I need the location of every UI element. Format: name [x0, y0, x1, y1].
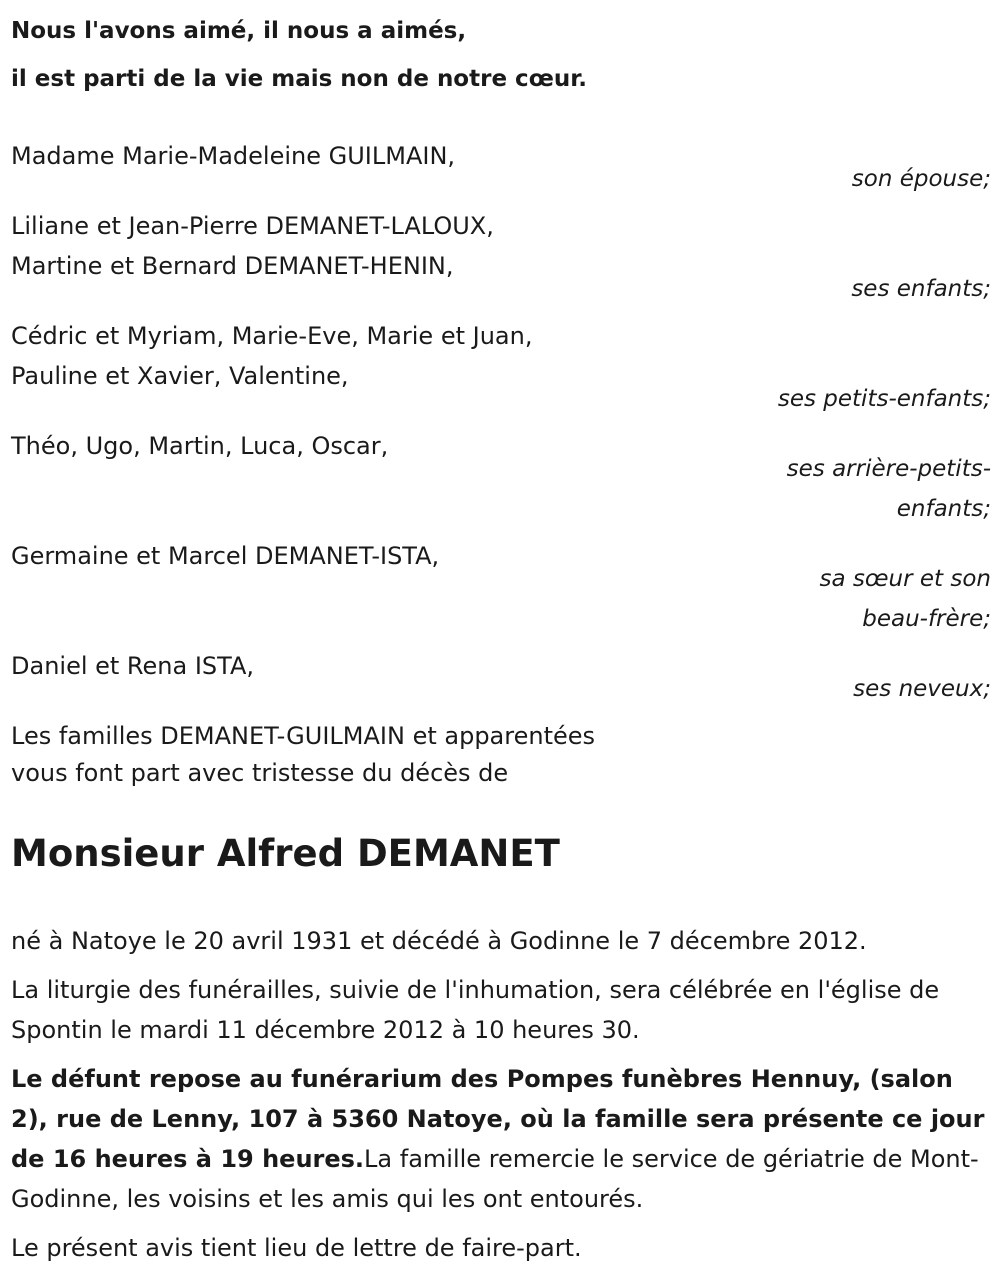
family-names: Liliane et Jean-Pierre DEMANET-LALOUX, — [11, 212, 494, 240]
family-names: Daniel et Rena ISTA, — [11, 652, 254, 680]
funeral-details — [11, 921, 991, 1277]
family-list — [11, 136, 991, 763]
family-role: ses petits-enfants; — [777, 386, 991, 412]
family-group-children — [11, 206, 991, 309]
family-group-nephews — [11, 646, 991, 709]
family-group-relatives — [11, 716, 991, 756]
family-role-line-1: ses arrière-petits- — [786, 456, 991, 482]
family-names: Martine et Bernard DEMANET-HENIN, — [11, 252, 454, 280]
intro-line-1: Nous l'avons aimé, il nous a aimés, — [11, 18, 467, 44]
family-role: son épouse; — [851, 166, 991, 192]
notice-text: Le présent avis tient lieu de lettre de faire-part. — [11, 1234, 582, 1262]
family-role-line-1: sa sœur et son — [819, 566, 991, 592]
thanks-text: La famille remercie le service de gériatrie de Mont-Godinne, les voisins et les amis qui les ont entourés. — [11, 1145, 979, 1213]
family-group-spouse — [11, 136, 991, 199]
family-names: Théo, Ugo, Martin, Luca, Oscar, — [11, 432, 389, 460]
family-role-line-2: enfants; — [896, 496, 991, 522]
family-names: Madame Marie-Madeleine GUILMAIN, — [11, 142, 456, 170]
family-role-line-2: beau-frère; — [862, 606, 991, 632]
announcement-text: vous font part avec tristesse du décès de — [11, 759, 509, 787]
intro-quote — [11, 7, 991, 103]
family-names: Cédric et Myriam, Marie-Eve, Marie et Juan, — [11, 322, 533, 350]
deceased-name: Monsieur Alfred DEMANET — [11, 832, 560, 875]
family-group-siblings — [11, 536, 991, 639]
visitation-paragraph — [11, 1059, 991, 1219]
visitation-text: Le défunt repose au funérarium des Pompes funèbres Hennuy, (salon 2), rue de Lenny, 107 à 5360 Natoye, où la famille sera présente ce jour de 16 heures à 19 heures. — [11, 1065, 985, 1173]
birth-death-text: né à Natoye le 20 avril 1931 et décédé à Godinne le 7 décembre 2012. — [11, 927, 867, 955]
liturgy-text: La liturgie des funérailles, suivie de l'inhumation, sera célébrée en l'église de Spontin le mardi 11 décembre 2012 à 10 heures 30. — [11, 976, 940, 1044]
family-names: Pauline et Xavier, Valentine, — [11, 362, 349, 390]
family-names: Germaine et Marcel DEMANET-ISTA, — [11, 542, 440, 570]
family-role: ses enfants; — [851, 276, 991, 302]
family-group-grandchildren — [11, 316, 991, 419]
intro-line-2: il est parti de la vie mais non de notre cœur. — [11, 66, 588, 92]
family-role: ses neveux; — [853, 676, 991, 702]
family-group-great-grandchildren — [11, 426, 991, 529]
family-names: Les familles DEMANET-GUILMAIN et apparentées — [11, 722, 596, 750]
